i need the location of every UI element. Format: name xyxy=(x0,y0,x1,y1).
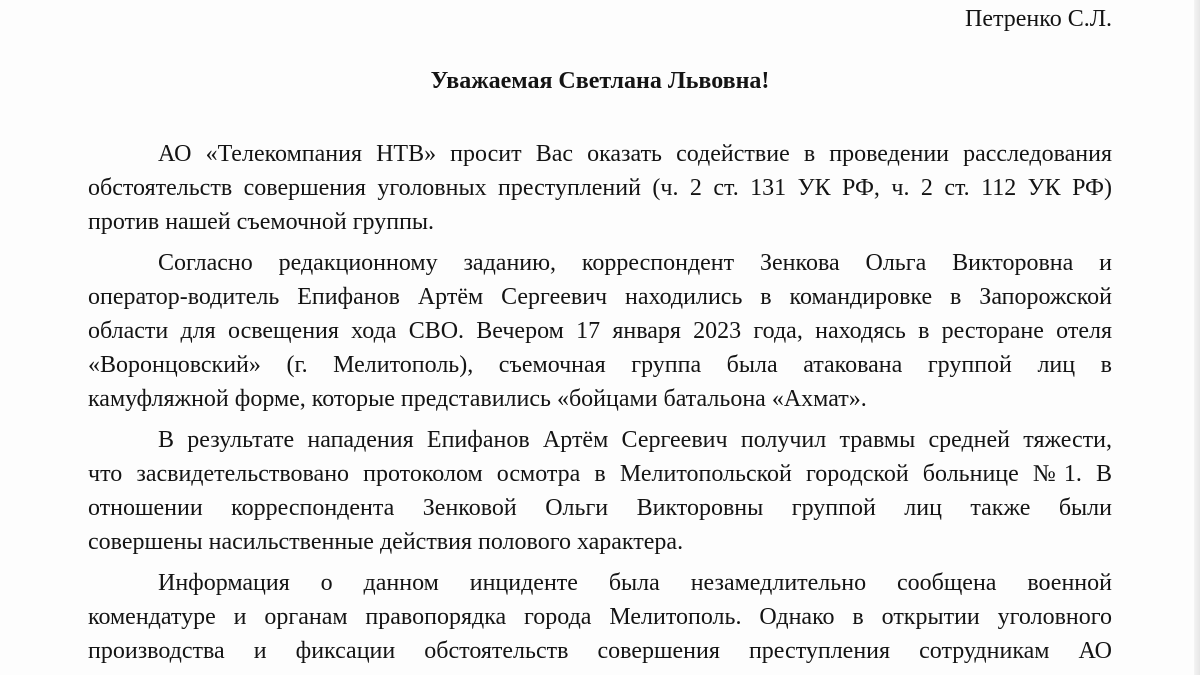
paragraph-1 xyxy=(88,137,1112,239)
paragraph-2 xyxy=(88,246,1112,416)
addressee-name: Петренко С.Л. xyxy=(965,6,1112,32)
paragraph-4 xyxy=(88,566,1112,668)
letter-body xyxy=(88,137,1112,675)
text-line: области для освещения хода СВО. Вечером 17 января 2023 года, находясь в ресторане отеля xyxy=(88,318,1112,344)
text-line: оператор-водитель Епифанов Артём Сергеевич находились в командировке в Запорожской xyxy=(88,284,1112,310)
text-line: АО «Телекомпания НТВ» просит Вас оказать содействие в проведении расследования xyxy=(158,141,1112,167)
salutation-heading: Уважаемая Светлана Львовна! xyxy=(430,68,770,94)
text-line: камуфляжной форме, которые представились «бойцами батальона «Ахмат». xyxy=(88,386,867,412)
text-line: комендатуре и органам правопорядка города Мелитополь. Однако в открытии уголовного xyxy=(88,604,1112,630)
text-line: производства и фиксации обстоятельств совершения преступления сотрудникам АО xyxy=(88,638,1112,664)
text-line: против нашей съемочной группы. xyxy=(88,209,435,235)
paragraph-3 xyxy=(88,423,1112,559)
text-line: обстоятельств совершения уголовных преступлений (ч. 2 ст. 131 УК РФ, ч. 2 ст. 112 УК РФ) xyxy=(88,175,1112,201)
text-line: отношении корреспондента Зенковой Ольги Викторовны группой лиц также были xyxy=(88,495,1112,521)
text-line: что засвидетельствовано протоколом осмотра в Мелитопольской городской больнице №1. В xyxy=(88,461,1112,487)
scan-edge-shadow xyxy=(1194,0,1200,675)
text-line: В результате нападения Епифанов Артём Сергеевич получил травмы средней тяжести, xyxy=(158,427,1112,453)
text-line: Согласно редакционному заданию, корреспондент Зенкова Ольга Викторовна и xyxy=(158,250,1112,276)
text-line: совершены насильственные действия полового характера. xyxy=(88,529,684,555)
text-line: Информация о данном инциденте была незамедлительно сообщена военной xyxy=(158,570,1112,596)
text-line: «Воронцовский» (г. Мелитополь), съемочная группа была атакована группой лиц в xyxy=(88,352,1112,378)
